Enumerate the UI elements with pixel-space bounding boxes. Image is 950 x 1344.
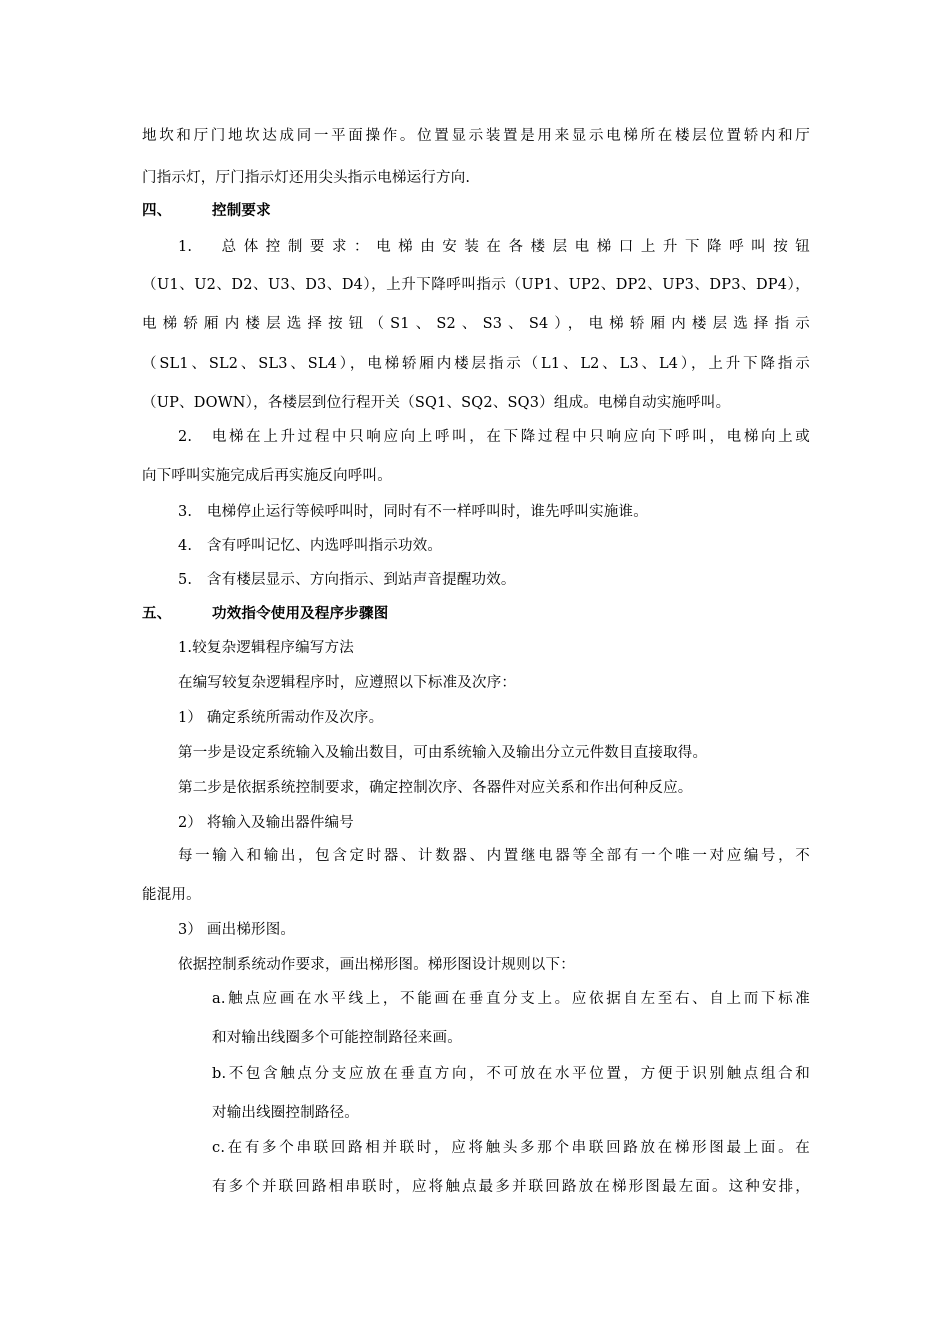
section-4-title: 控制要求 <box>212 203 271 219</box>
subheading-1: 1.较复杂逻辑程序编写方法 <box>178 640 354 656</box>
step-2-line-1: 每一输入和输出，包含定时器、计数器、内置继电器等全部有一个唯一对应编号，不 <box>178 848 810 864</box>
req-1-line-4: （SL1、SL2、SL3、SL4），电梯轿厢内楼层指示（L1、L2、L3、L4），上升下降指示 <box>142 356 810 372</box>
section-4-heading <box>142 201 810 221</box>
req-5: 5. 含有楼层显示、方向指示、到站声音提醒功效。 <box>178 572 516 588</box>
step-3-paragraph: 依据控制系统动作要求，画出梯形图。梯形图设计规则以下： <box>178 957 575 973</box>
req-3: 3. 电梯停止运行等候呼叫时，同时有不一样呼叫时，谁先呼叫实施谁。 <box>178 504 648 520</box>
section-5-number: 五、 <box>142 606 172 622</box>
rule-b-line-1: b.不包含触点分支应放在垂直方向，不可放在水平位置，方便于识别触点组合和 <box>212 1066 810 1082</box>
step-2: 2） 将输入及输出器件编号 <box>178 815 354 831</box>
rule-c-line-2: 有多个并联回路相串联时，应将触点最多并联回路放在梯形图最左面。这种安排， <box>212 1179 810 1195</box>
step-1-a: 第一步是设定系统输入及输出数目，可由系统输入及输出分立元件数目直接取得。 <box>178 745 708 761</box>
req-1-line-2: （U1、U2、D2、U3、D3、D4），上升下降呼叫指示（UP1、UP2、DP2、UP3、DP3、DP4）， <box>142 277 810 293</box>
section-4-number: 四、 <box>142 203 172 219</box>
rule-b-line-2: 对输出线圈控制路径。 <box>212 1105 359 1121</box>
section-5-title: 功效指令使用及程序步骤图 <box>212 606 389 622</box>
rule-a-line-2: 和对输出线圈多个可能控制路径来画。 <box>212 1030 462 1046</box>
section-5-heading <box>142 604 810 624</box>
step-1-b: 第二步是依据系统控制要求，确定控制次序、各器件对应关系和作出何种反应。 <box>178 780 693 796</box>
rule-a-line-1: a.触点应画在水平线上，不能画在垂直分支上。应依据自左至右、自上而下标准 <box>212 991 810 1007</box>
rule-c-line-1: c.在有多个串联回路相并联时，应将触头多那个串联回路放在梯形图最上面。在 <box>212 1140 810 1156</box>
intro-line-1: 地坎和厅门地坎达成同一平面操作。位置显示装置是用来显示电梯所在楼层位置轿内和厅 <box>142 128 810 144</box>
req-1-line-3: 电梯轿厢内楼层选择按钮（S1、S2、S3、S4），电梯轿厢内楼层选择指示 <box>142 316 810 332</box>
step-2-line-2: 能混用。 <box>142 887 201 903</box>
req-1-line-1: 1. 总体控制要求：电梯由安装在各楼层电梯口上升下降呼叫按钮 <box>178 239 810 255</box>
step-1: 1） 确定系统所需动作及次序。 <box>178 710 384 726</box>
step-3: 3） 画出梯形图。 <box>178 922 296 938</box>
req-2-line-1: 2. 电梯在上升过程中只响应向上呼叫，在下降过程中只响应向下呼叫，电梯向上或 <box>178 429 810 445</box>
req-4: 4. 含有呼叫记忆、内选呼叫指示功效。 <box>178 538 443 554</box>
req-1-line-5: （UP、DOWN），各楼层到位行程开关（SQ1、SQ2、SQ3）组成。电梯自动实施呼叫。 <box>142 395 731 411</box>
intro-line-2: 门指示灯，厅门指示灯还用尖头指示电梯运行方向. <box>142 170 471 186</box>
req-2-line-2: 向下呼叫实施完成后再实施反向呼叫。 <box>142 468 392 484</box>
paragraph-principles: 在编写较复杂逻辑程序时，应遵照以下标准及次序： <box>178 675 517 691</box>
